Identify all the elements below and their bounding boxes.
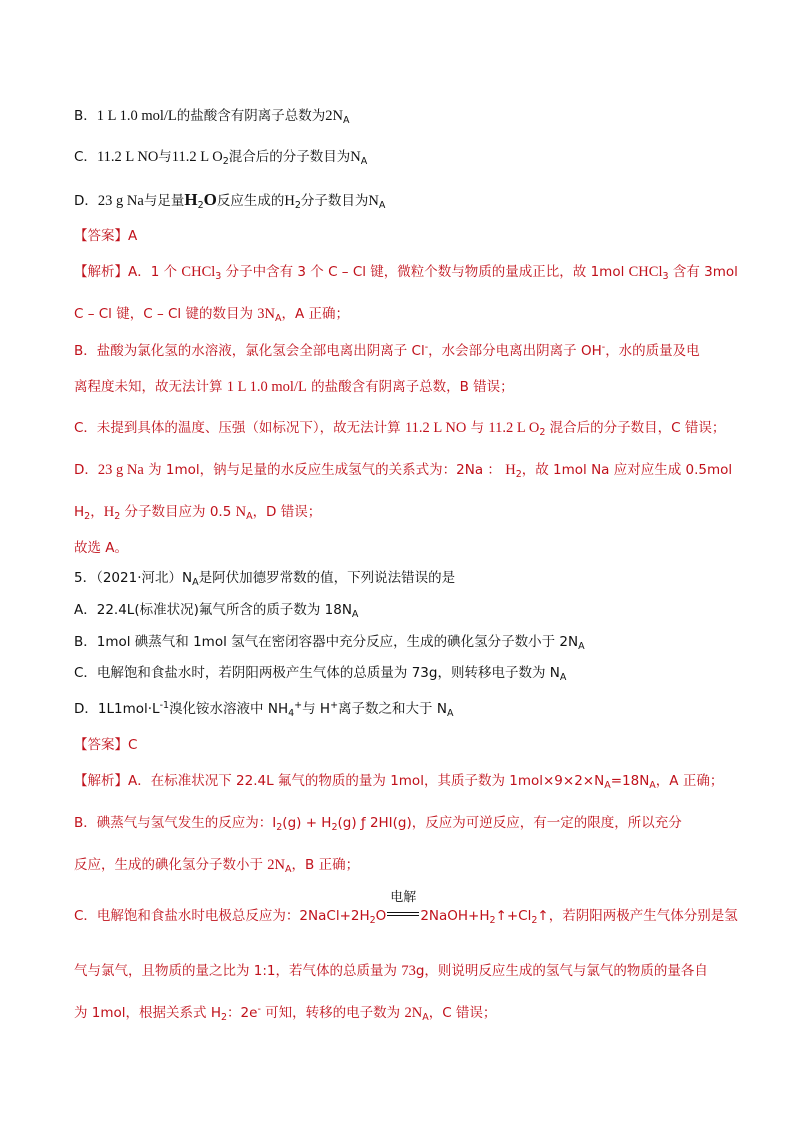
q4-answer: 【答案】A <box>74 228 138 244</box>
q4-explanation-line-4: 离程度未知，故无法计算 1 L 1.0 mol/L 的盐酸含有阴离子总数，B 错误； <box>74 379 514 395</box>
q4-conclusion: 故选 A。 <box>74 540 129 556</box>
q4-explanation-line-6: D．23 g Na 为 1mol，钠与足量的水反应生成氢气的关系式为：2Na ： $H_2$，故 1mol Na 应对应生成 0.5mol <box>74 462 733 480</box>
q5-explanation-line-6: 为 1mol，根据关系式 $H_2$：2e- 可知，转移的电子数为 $2N_A$，C 错误； <box>74 1004 497 1023</box>
q5-stem: 5．（2021·河北）$N_A$是阿伏加德罗常数的值，下列说法错误的是 <box>74 570 456 588</box>
q4-explanation-line-5: C．未提到具体的温度、压强（如标况下），故无法计算 11.2 L NO 与 11.2 L $O_2$ 混合后的分子数目，C 错误； <box>74 420 726 438</box>
electrolysis-condition: 电解 <box>386 906 420 926</box>
q5-explanation-line-1: 【解析】A．在标准状况下 22.4L 氟气的物质的量为 1mol，其质子数为 $1mol\times 9\times 2\times N_A=18N_A$，A 正确； <box>74 773 724 791</box>
q5-option-a: A．22.4L(标准状况)氟气所含的质子数为 $18N_A$ <box>74 602 359 620</box>
q5-explanation-line-5: 气与氯气，且物质的量之比为 1:1，若气体的总质量为 73g，则说明反应生成的氢气与氯气的物质的量各自 <box>74 963 708 979</box>
q5-option-d: D．$1L1mol\cdot L^{-1}$溴化铵水溶液中 $NH_4^+$与 H+离子数之和大于 $N_A$ <box>74 700 454 719</box>
q5-option-c: C．电解饱和食盐水时，若阴阳两极产生气体的总质量为 73g，则转移电子数为 $N_A$ <box>74 665 567 683</box>
q5-answer: 【答案】C <box>74 737 138 753</box>
q5-option-b: B．1mol 碘蒸气和 1mol 氢气在密闭容器中充分反应，生成的碘化氢分子数小于 $2N_A$ <box>74 634 585 652</box>
q4-option-d: D．23 g Na与足量$H_2O$反应生成的$H_2$分子数目为$N_A$ <box>74 190 386 211</box>
q4-explanation-line-3: B．盐酸为氯化氢的水溶液，氯化氢会全部电离出阴离子 Cl-，水会部分电离出阴离子 OH-，水的质量及电 <box>74 342 700 359</box>
q4-explanation-line-7: $H_2$，$H_2$ 分子数目应为 0.5 $N_A$，D 错误； <box>74 504 322 522</box>
q5-explanation-line-3: 反应，生成的碘化氢分子数小于 $2N_A$，B 正确； <box>74 857 360 875</box>
q5-explanation-line-2: B．碘蒸气与氢气发生的反应为：$I_2(g) + H_2(g)$ ƒ 2HI(g)，反应为可逆反应，有一定的限度，所以充分 <box>74 815 682 833</box>
q4-option-c: C．11.2 L NO与11.2 L $O_2$混合后的分子数目为$N_A$ <box>74 149 368 167</box>
q4-option-b: B．1 L 1.0 mol/L的盐酸含有阴离子总数为$2N_A$ <box>74 108 350 126</box>
q4-explanation-line-1: 【解析】A．1 个 CHCl$_3$ 分子中含有 3 个 C – Cl 键，微粒个数与物质的量成正比，故 1mol CHCl$_3$ 含有 3mol <box>74 264 738 282</box>
q4-explanation-line-2: C – Cl 键，C – Cl 键的数目为 $3N_A$，A 正确； <box>74 306 350 324</box>
q5-explanation-line-4: C．电解饱和食盐水时电极总反应为：$2NaCl+2H_2O$ 电解 $2NaOH+H_2↑+Cl_2↑$，若阴阳两极产生气体分别是氢 <box>74 890 738 926</box>
